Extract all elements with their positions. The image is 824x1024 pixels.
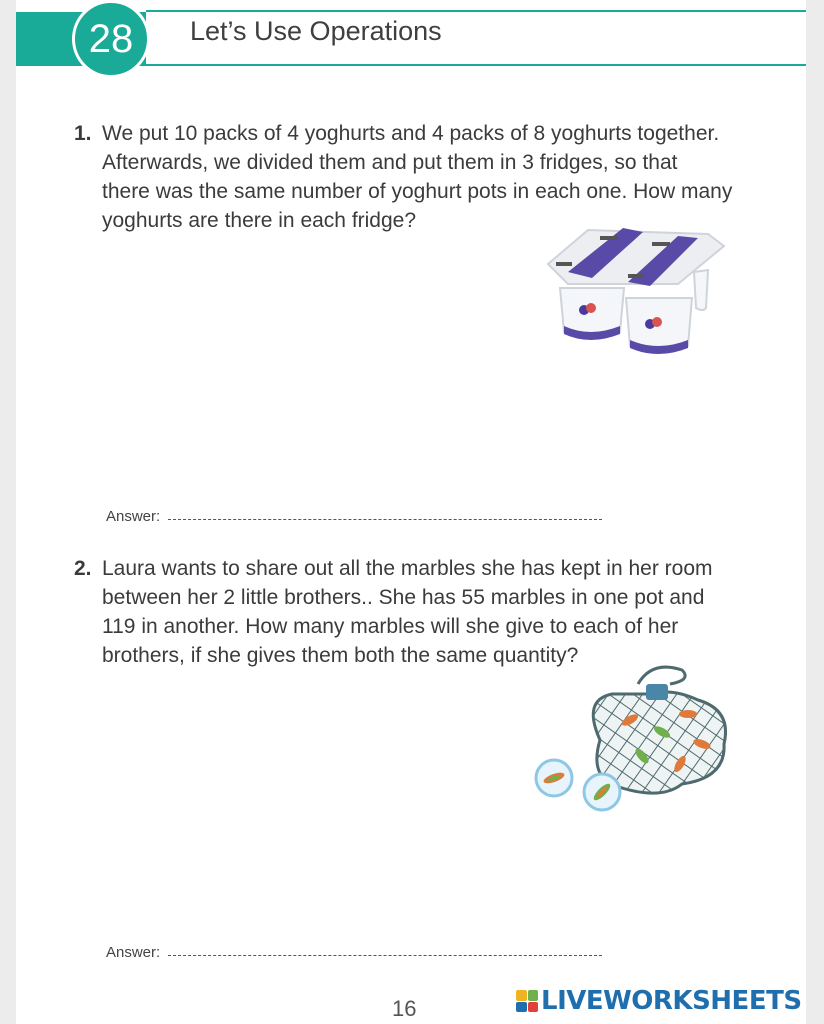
marbles-bag-icon (512, 660, 742, 820)
answer-label: Answer: (106, 508, 161, 525)
liveworksheets-logo-icon (516, 990, 538, 1012)
brand-name: LIVEWORKSHEETS (541, 986, 802, 1016)
header-rule-top (146, 10, 806, 12)
header-rule-bottom (146, 64, 806, 66)
page-number: 16 (392, 996, 417, 1021)
question-2 (74, 554, 734, 674)
lesson-number-badge (72, 0, 150, 78)
answer-line[interactable] (168, 519, 602, 520)
lesson-title: Let’s Use Operations (190, 16, 442, 46)
question-text: Laura wants to share out all the marbles she has kept in her room between her 2 little brothers.. She has 55 marbles in one pot and 119 in another. How many marbles will she give to each of her brothers, if she gives them both the same quantity? (102, 557, 713, 667)
question-number: 2. (74, 557, 92, 580)
answer-line[interactable] (168, 955, 602, 956)
question-number: 1. (74, 122, 92, 145)
liveworksheets-logo[interactable] (516, 986, 802, 1016)
answer-row-1 (106, 508, 606, 525)
lesson-number: 28 (88, 16, 134, 61)
question-1 (74, 119, 734, 239)
answer-row-2 (106, 944, 606, 961)
answer-label: Answer: (106, 944, 161, 961)
yoghurt-pots-icon (528, 222, 728, 362)
question-text: We put 10 packs of 4 yoghurts and 4 packs of 8 yoghurts together. Afterwards, we divided them and put them in 3 fridges, so that there was the same number of yoghurt pots in each one. How many yoghurts are there in each fridge? (102, 122, 733, 232)
worksheet-page (16, 0, 806, 1024)
